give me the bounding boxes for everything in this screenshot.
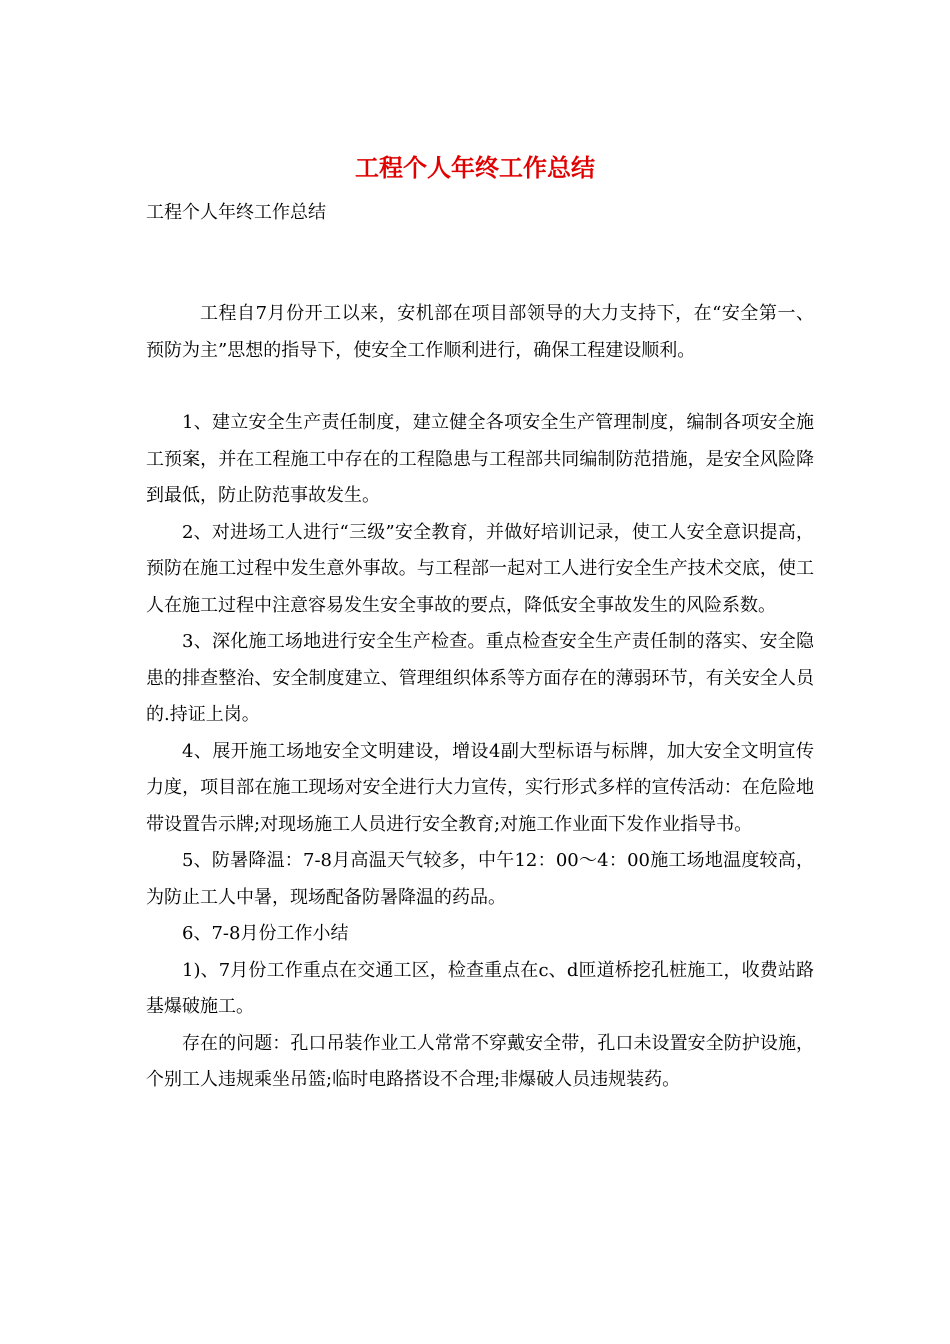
intro-paragraph: 工程自7月份开工以来，安机部在项目部领导的大力支持下，在“安全第一、预防为主”思想的指导下，使安全工作顺利进行，确保工程建设顺利。 <box>146 303 814 361</box>
document-title: 工程个人年终工作总结 <box>355 153 595 182</box>
item-paragraph-5: 5、防暑降温：7-8月高温天气较多，中午12：00～4：00施工场地温度较高，为防止工人中暑，现场配备防暑降温的药品。 <box>146 850 814 908</box>
paragraph-spacer <box>146 369 814 405</box>
sub-item-paragraph-1: 1)、7月份工作重点在交通工区，检查重点在c、d匝道桥挖孔桩施工，收费站路基爆破施工。 <box>146 959 814 1017</box>
item-paragraph-6: 6、7-8月份工作小结 <box>182 923 349 944</box>
document-subtitle: 工程个人年终工作总结 <box>146 202 326 223</box>
document-body <box>146 296 814 1099</box>
item-paragraph-3: 3、深化施工场地进行安全生产检查。重点检查安全生产责任制的落实、安全隐患的排查整治、安全制度建立、管理组织体系等方面存在的薄弱环节，有关安全人员的.持证上岗。 <box>146 631 814 725</box>
item-paragraph-1: 1、建立安全生产责任制度，建立健全各项安全生产管理制度，编制各项安全施工预案，并在工程施工中存在的工程隐患与工程部共同编制防范措施，是安全风险降到最低，防止防范事故发生。 <box>146 412 814 506</box>
item-paragraph-2: 2、对进场工人进行“三级”安全教育，并做好培训记录，使工人安全意识提高，预防在施工过程中发生意外事故。与工程部一起对工人进行安全生产技术交底，使工人在施工过程中注意容易发生安全事故的要点，降低安全事故发生的风险系数。 <box>146 521 814 616</box>
item-paragraph-4: 4、展开施工场地安全文明建设，增设4副大型标语与标牌，加大安全文明宣传力度，项目部在施工现场对安全进行大力宣传，实行形式多样的宣传活动：在危险地带设置告示牌;对现场施工人员进行安全教育;对施工作业面下发作业指导书。 <box>146 740 814 835</box>
issues-paragraph: 存在的问题：孔口吊装作业工人常常不穿戴安全带，孔口未设置安全防护设施，个别工人违规乘坐吊篮;临时电路搭设不合理;非爆破人员违规装药。 <box>146 1032 814 1090</box>
